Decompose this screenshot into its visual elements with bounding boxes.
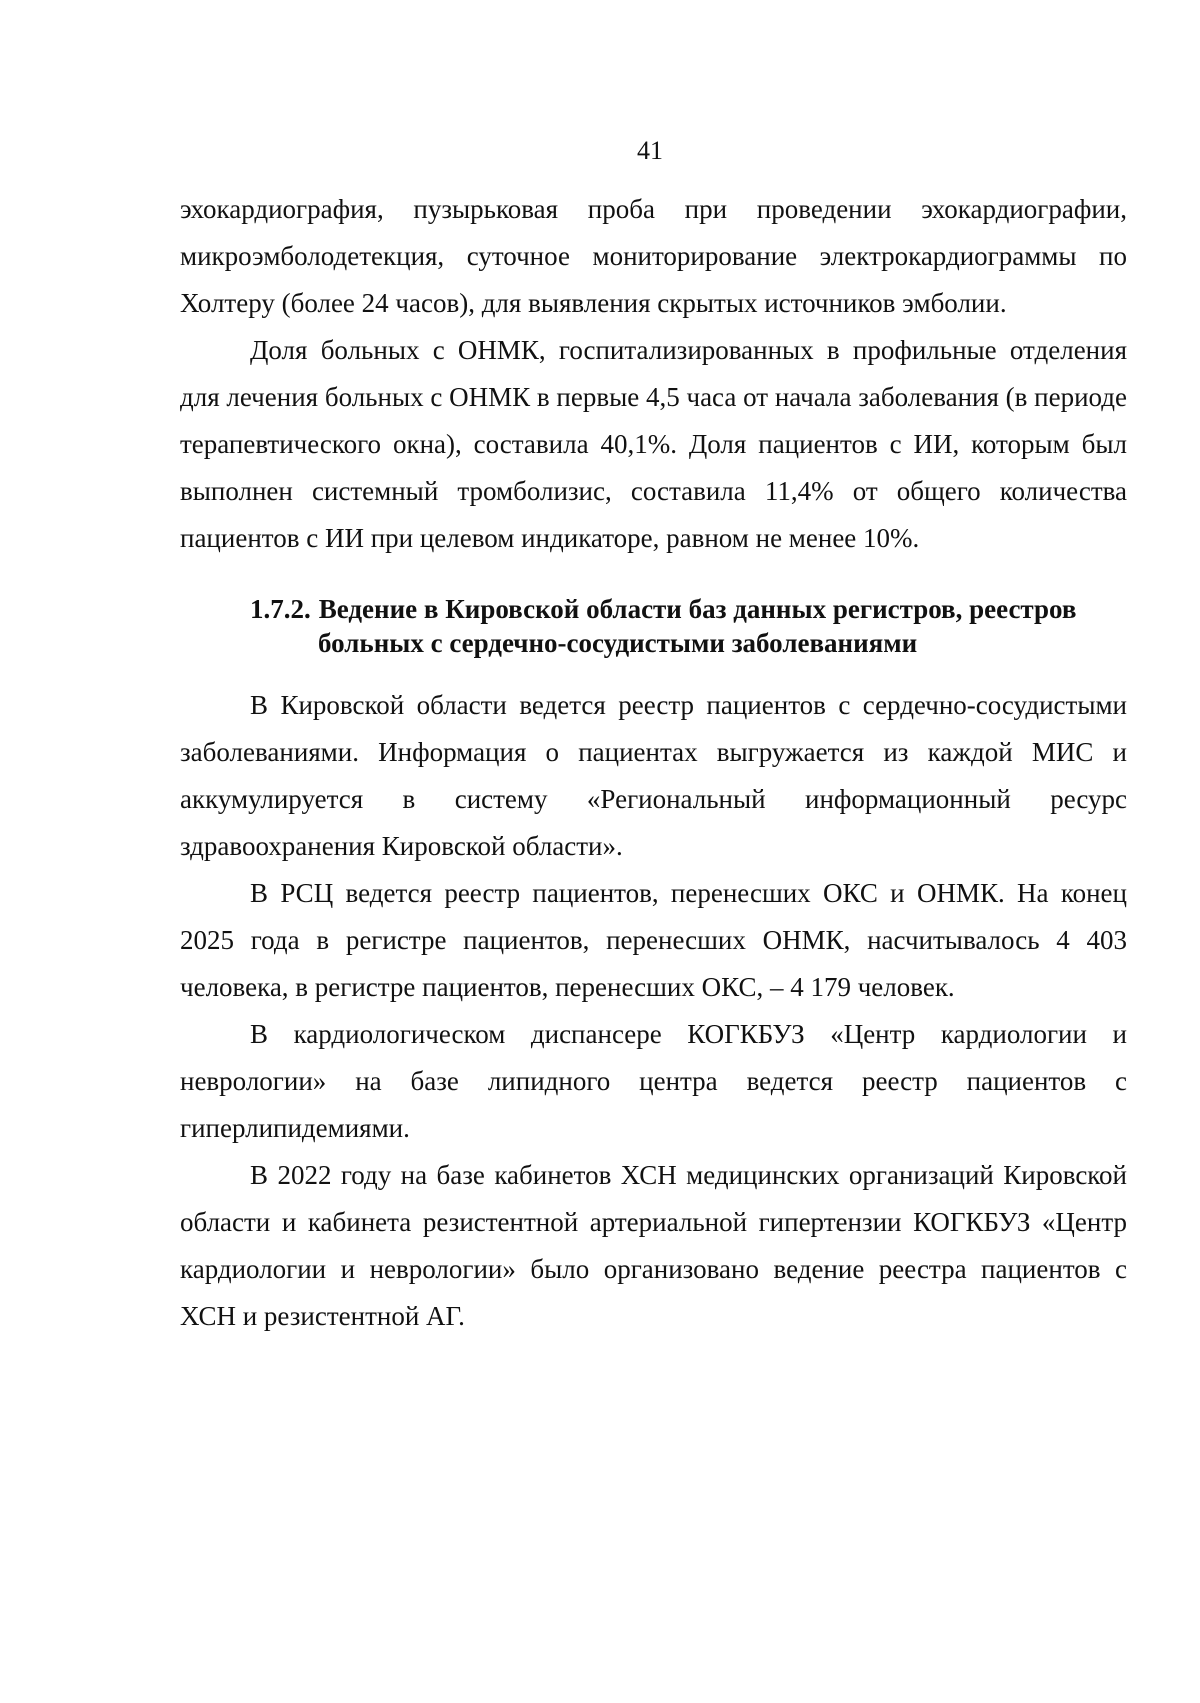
body-text-top [180,186,1127,562]
paragraph-registry-region: В Кировской области ведется реестр пациентов с сердечно-сосудистыми заболеваниями. Информация о пациентах выгружается из каждой МИС и аккумулируется в систему «Региональный информационный ресурс здравоохранения Кировской области». [180,690,1127,861]
section-title-line1: Ведение в Кировской области баз данных регистров, реестров [318,594,1077,624]
paragraph-registry-lipid: В кардиологическом диспансере КОГКБУЗ «Центр кардиологии и неврологии» на базе липидного центра ведется реестр пациентов с гиперлипидемиями. [180,1019,1127,1143]
section-heading [250,592,1127,660]
paragraph-onmk-share: Доля больных с ОНМК, госпитализированных в профильные отделения для лечения больных с ОНМК в первые 4,5 часа от начала заболевания (в периоде терапевтического окна), составила 40,1%. Доля пациентов с ИИ, которым был выполнен системный тромболизис, составила 11,4% от общего количества пациентов с ИИ при целевом индикаторе, равном не менее 10%. [180,335,1127,553]
page-number: 41 [637,136,663,165]
body-text-bottom [180,682,1127,1340]
paragraph-registry-rsc: В РСЦ ведется реестр пациентов, перенесших ОКС и ОНМК. На конец 2025 года в регистре пациентов, перенесших ОНМК, насчитывалось 4 403 человека, в регистре пациентов, перенесших ОКС, – 4 179 человек. [180,878,1127,1002]
section-title-line2: больных с сердечно-сосудистыми заболеваниями [318,628,918,658]
paragraph-registry-hsn: В 2022 году на базе кабинетов ХСН медицинских организаций Кировской области и кабинета резистентной артериальной гипертензии КОГКБУЗ «Центр кардиологии и неврологии» было организовано ведение реестра пациентов с ХСН и резистентной АГ. [180,1160,1127,1331]
paragraph-continuation: эхокардиография, пузырьковая проба при проведении эхокардиографии, микроэмболодетекция, суточное мониторирование электрокардиограммы по Холтеру (более 24 часов), для выявления скрытых источников эмболии. [180,194,1127,318]
section-number: 1.7.2. [250,594,311,624]
